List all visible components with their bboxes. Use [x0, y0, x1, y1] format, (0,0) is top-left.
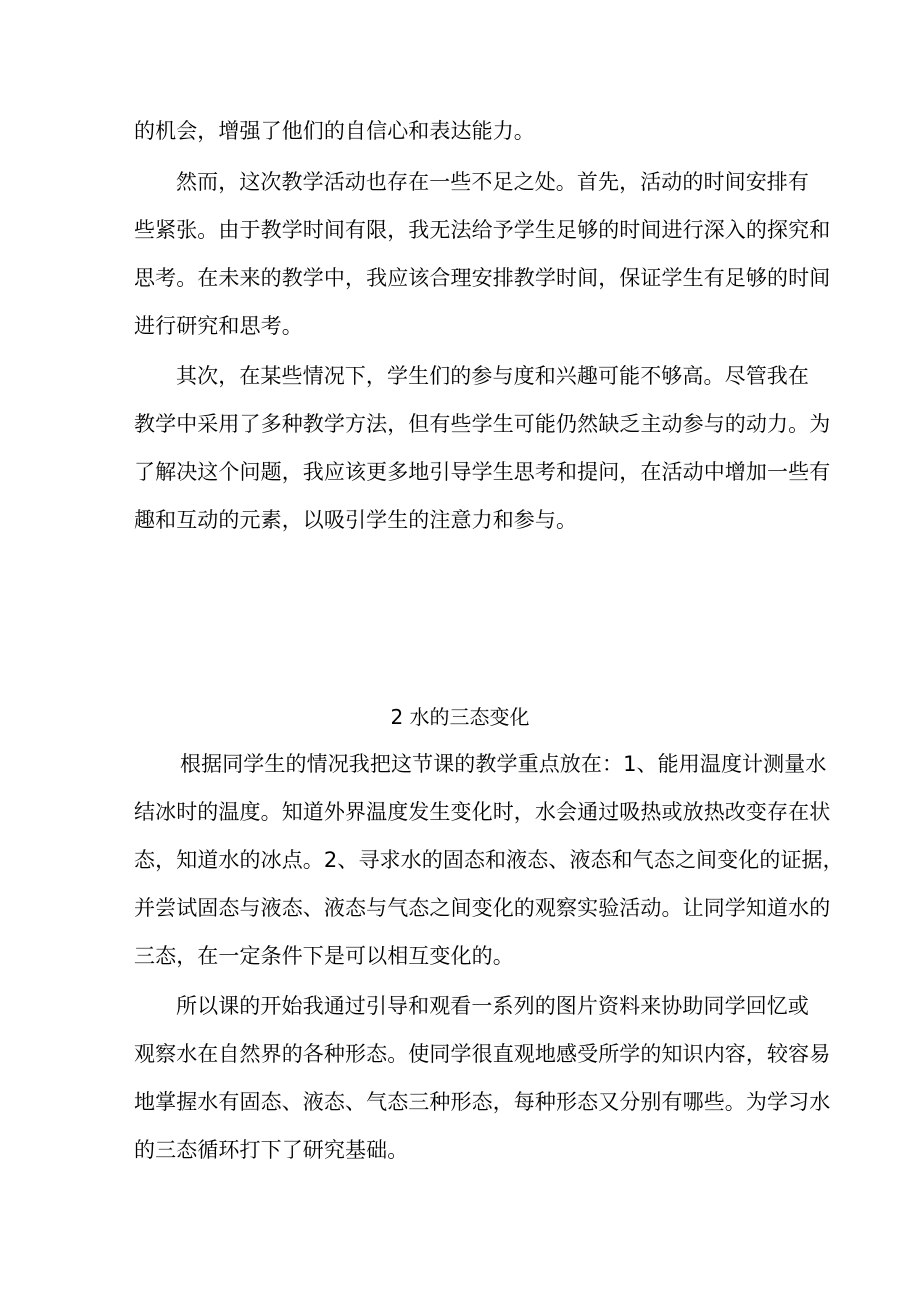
text-line: 然而，这次教学活动也存在一些不足之处。首先，活动的时间安排有 [176, 170, 809, 194]
text-line: 的三态循环打下了研究基础。 [134, 1138, 409, 1162]
text-line: 教学中采用了多种教学方法，但有些学生可能仍然缺乏主动参与的动力。为 [134, 412, 831, 436]
text-line: 态，知道水的冰点。2、寻求水的固态和液态、液态和气态之间变化的证据， [134, 848, 844, 872]
text-line: 三态，在一定条件下是可以相互变化的。 [134, 944, 514, 968]
text-line: 结冰时的温度。知道外界温度发生变化时，水会通过吸热或放热改变存在状 [134, 800, 831, 824]
text-line: 其次，在某些情况下，学生们的参与度和兴趣可能不够高。尽管我在 [176, 364, 809, 388]
section-title: 2 水的三态变化 [390, 705, 530, 729]
text-line: 的机会，增强了他们的自信心和表达能力。 [134, 119, 535, 143]
text-line: 地掌握水有固态、液态、气态三种形态，每种形态又分别有哪些。为学习水 [134, 1090, 831, 1114]
text-line: 些紧张。由于教学时间有限，我无法给予学生足够的时间进行深入的探究和 [134, 218, 831, 242]
text-line: 观察水在自然界的各种形态。使同学很直观地感受所学的知识内容，较容易 [134, 1042, 831, 1066]
text-line: 进行研究和思考。 [134, 314, 303, 338]
text-line: 所以课的开始我通过引导和观看一系列的图片资料来协助同学回忆或 [176, 994, 809, 1018]
text-line: 了解决这个问题，我应该更多地引导学生思考和提问，在活动中增加一些有 [134, 460, 831, 484]
text-line: 思考。在未来的教学中，我应该合理安排教学时间，保证学生有足够的时间 [134, 266, 831, 290]
text-line: 并尝试固态与液态、液态与气态之间变化的观察实验活动。让同学知道水的 [134, 896, 831, 920]
text-line: 趣和互动的元素，以吸引学生的注意力和参与。 [134, 508, 578, 532]
text-line: 根据同学生的情况我把这节课的教学重点放在：1、能用温度计测量水 [180, 752, 827, 776]
